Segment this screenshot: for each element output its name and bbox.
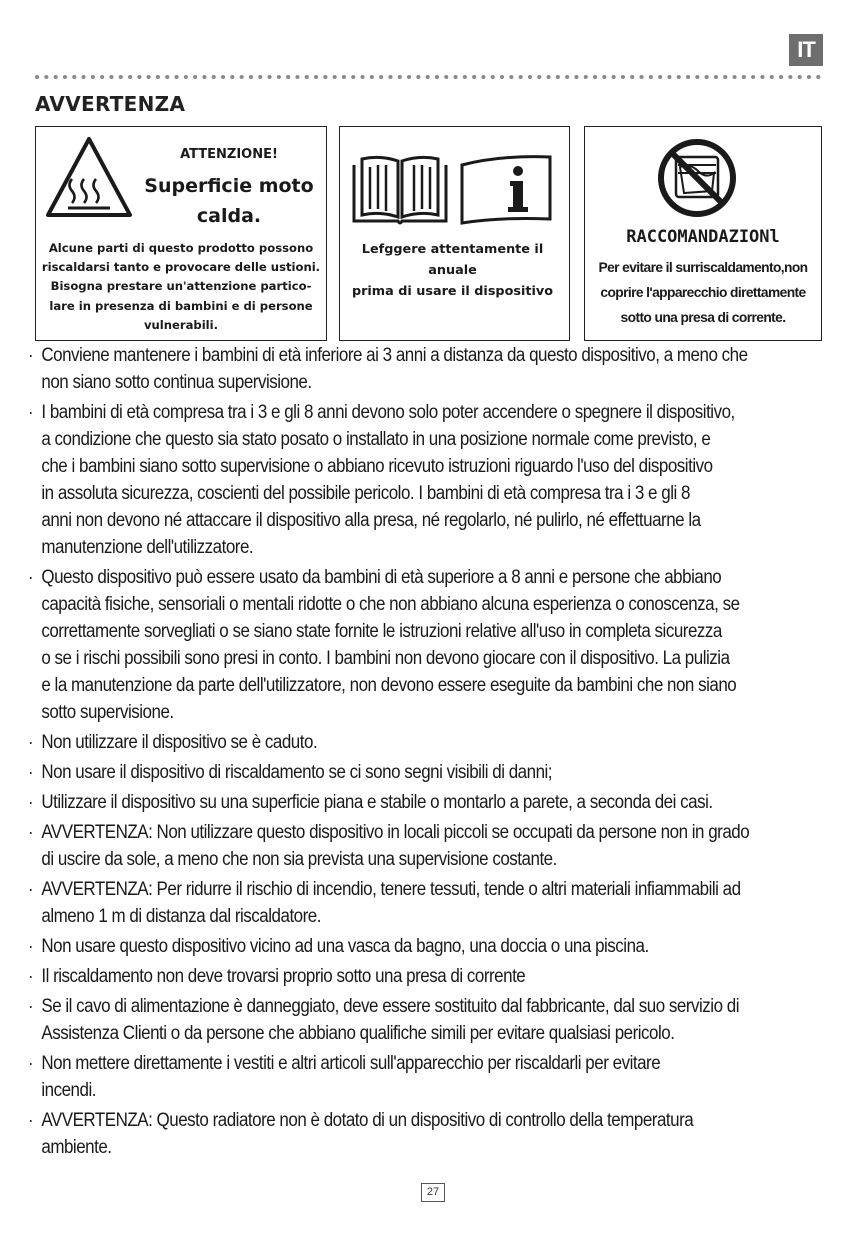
recommendations-heading: RACCOMANDAZIONl [626, 227, 780, 247]
instruction-line: e la manutenzione da parte dell'utilizzatore, non devono essere eseguite da bambini che non siano [41, 675, 737, 696]
bullet-marker: · [28, 567, 33, 587]
hot-surface-warning-box [35, 126, 327, 341]
bullet-marker: · [28, 732, 33, 752]
instruction-line: incendi. [41, 1080, 96, 1101]
hot-surface-warning-icon [44, 135, 134, 221]
instruction-line: ambiente. [41, 1137, 112, 1158]
attention-label: ATTENZIONE! [180, 147, 278, 162]
safety-instruction-item [0, 399, 857, 561]
instruction-line: Assistenza Clienti o da persone che abbiano qualifiche simili per evitare qualsiasi pericolo. [41, 1023, 675, 1044]
instruction-line: anni non devono né attaccare il dispositivo alla presa, né regolarlo, né pulirlo, né effettuarne la [41, 510, 701, 531]
instruction-line: Conviene mantenere i bambini di età inferiore ai 3 anni a distanza da questo dispositivo, a meno che [41, 345, 748, 366]
section-title: AVVERTENZA [35, 92, 186, 116]
safety-instruction-item [0, 993, 857, 1047]
instruction-line: AVVERTENZA: Per ridurre il rischio di incendio, tenere tessuti, tende o altri materiali infiammabili ad [41, 879, 741, 900]
do-not-cover-box [584, 126, 822, 341]
bullet-marker: · [28, 879, 33, 899]
instruction-line: Se il cavo di alimentazione è danneggiato, deve essere sostituito dal fabbricante, dal suo servizio di [41, 996, 740, 1017]
bullet-marker: · [28, 1053, 33, 1073]
bullet-marker: · [28, 966, 33, 986]
manual-book-icon [350, 149, 560, 229]
read-manual-box [339, 126, 570, 341]
hot-surface-text: Alcune parti di questo prodotto possono riscaldarsi tanto e provocare delle ustioni. Bisogna prestare un'attenzione partico- lare in presenza di bambini e di persone vulnerabili. [41, 241, 321, 332]
instruction-line: I bambini di età compresa tra i 3 e gli 8 anni devono solo poter accendere o spegnere il dispositivo, [41, 402, 735, 423]
instruction-line: non siano sotto continua supervisione. [41, 372, 312, 393]
recommendations-text: Per evitare il surriscaldamento,non coprire l'apparecchio direttamente sotto una presa di corrente. [598, 260, 808, 325]
instruction-line: AVVERTENZA: Questo radiatore non è dotato di un dispositivo di controllo della temperatura [41, 1110, 694, 1131]
do-not-cover-icon [656, 137, 738, 219]
instruction-line: correttamente sorvegliati o se siano state fornite le istruzioni relative all'uso in completa sicurezza [41, 621, 722, 642]
safety-instruction-item [0, 729, 857, 756]
safety-instruction-item [0, 342, 857, 396]
instruction-line: Non usare il dispositivo di riscaldamento se ci sono segni visibili di danni; [41, 762, 553, 783]
bullet-marker: · [28, 762, 33, 782]
instruction-line: Questo dispositivo può essere usato da bambini di età superiore a 8 anni e persone che abbiano [41, 567, 722, 588]
bullet-marker: · [28, 792, 33, 812]
read-manual-text: Lefggere attentamente il anuale prima di usare il dispositivo [351, 242, 554, 299]
instruction-line: Utilizzare il dispositivo su una superficie piana e stabile o montarlo a parete, a seconda dei casi. [41, 792, 713, 813]
bullet-marker: · [28, 996, 33, 1016]
instruction-line: manutenzione dell'utilizzatore. [41, 537, 254, 558]
instruction-line: Non utilizzare il dispositivo se è caduto. [41, 732, 318, 753]
instruction-line: a condizione che questo sia stato posato o installato in una posizione normale come previsto, e [41, 429, 711, 450]
instruction-line: Il riscaldamento non deve trovarsi proprio sotto una presa di corrente [41, 966, 526, 987]
instruction-line: Non mettere direttamente i vestiti e altri articoli sull'apparecchio per riscaldarli per evitare [41, 1053, 661, 1074]
bullet-marker: · [28, 822, 33, 842]
instruction-line: capacità fisiche, sensoriali o mentali ridotte o che non abbiano alcuna esperienza o conoscenza, se [41, 594, 740, 615]
instruction-line: sotto supervisione. [41, 702, 174, 723]
safety-instructions-list [0, 342, 857, 1164]
instruction-line: o se i rischi possibili sono presi in conto. I bambini non devono giocare con il dispositivo. La pulizia [41, 648, 730, 669]
language-badge: IT [789, 34, 823, 66]
instruction-line: almeno 1 m di distanza dal riscaldatore. [41, 906, 321, 927]
bullet-marker: · [28, 1110, 33, 1130]
instruction-line: in assoluta sicurezza, coscienti del possibile pericolo. I bambini di età compresa tra i 3 e gli 8 [41, 483, 690, 504]
instruction-line: Non usare questo dispositivo vicino ad una vasca da bagno, una doccia o una piscina. [41, 936, 649, 957]
safety-instruction-item [0, 1107, 857, 1161]
bullet-marker: · [28, 936, 33, 956]
bullet-marker: · [28, 345, 33, 365]
instruction-line: che i bambini siano sotto supervisione o abbiano ricevuto istruzioni riguardo l'uso del dispositivo [41, 456, 713, 477]
safety-instruction-item [0, 789, 857, 816]
safety-instruction-item [0, 876, 857, 930]
safety-instruction-item [0, 933, 857, 960]
instruction-line: AVVERTENZA: Non utilizzare questo dispositivo in locali piccoli se occupati da persone non in grado [41, 822, 750, 843]
safety-instruction-item [0, 564, 857, 726]
safety-instruction-item [0, 759, 857, 786]
page-number: 27 [421, 1183, 445, 1202]
bullet-marker: · [28, 402, 33, 422]
safety-instruction-item [0, 963, 857, 990]
dotted-divider [34, 73, 824, 81]
instruction-line: di uscire da sole, a meno che non sia prevista una supervisione costante. [41, 849, 557, 870]
safety-instruction-item [0, 1050, 857, 1104]
hot-surface-heading: Superficie moto calda. [144, 175, 314, 227]
safety-instruction-item [0, 819, 857, 873]
